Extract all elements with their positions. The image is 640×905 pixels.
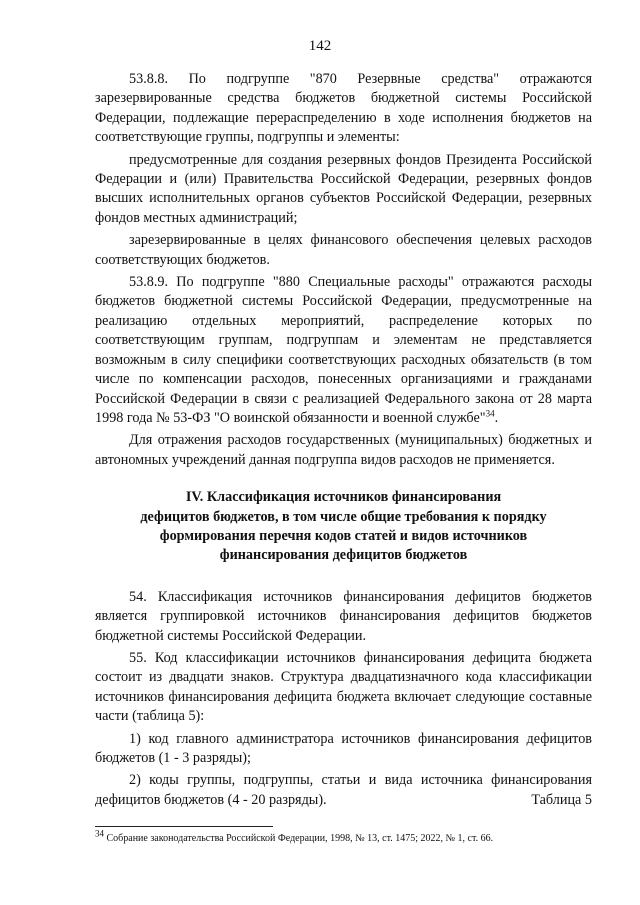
section-title [95, 488, 592, 566]
paragraph-55: 55. Код классификации источников финансирования дефицита бюджета состоит из двадцати знаков. Структура двадцатизначного кода классификации источников финансирования дефицита бюджета включает следующие составные части (таблица 5): [95, 649, 592, 725]
footnote-text: Собрание законодательства Российской Федерации, 1998, № 13, ст. 1475; 2022, № 1, ст. 66. [106, 833, 494, 844]
paragraph-reserve-funds: предусмотренные для создания резервных фондов Президента Российской Федерации и (или) Правительства Российской Федерации, резервных фондов высших исполнительных органов субъектов Российской Федерации, резервных фондов местных администраций; [95, 151, 592, 226]
paragraph-53-8-9-end: . [494, 409, 499, 426]
page-number: 142 [308, 38, 332, 54]
section-title-line: дефицитов бюджетов, в том числе общие требования к порядку [140, 508, 547, 525]
paragraph-53-8-9-text: 53.8.9. По подгруппе "880 Специальные расходы" отражаются расходы бюджетов бюджетной системы Российской Федерации, предусмотренные на реализацию отдельных мероприятий, распределение которых по соответствующим группам, подгруппам и элементам не представляется возможным в силу специфики соответствующих расходных обязательств (в том числе по компенсации расходов, понесенных организациями и гражданами Российской Федерации в связи с реализацией Федерального закона от 28 марта 1998 года № 53-ФЗ "О воинской обязанности и военной службе" [95, 274, 592, 426]
section-title-line: финансирования дефицитов бюджетов [219, 547, 468, 564]
paragraph-list-item-2: 2) коды группы, подгруппы, статьи и вида источника финансирования дефицитов бюджетов (4 - 20 разряды). [95, 772, 592, 808]
table-caption: Таблица 5 [531, 792, 592, 808]
footnote-reference: 34 [485, 408, 495, 419]
footnote-mark: 34 [95, 828, 104, 839]
footnote [95, 828, 595, 845]
paragraph-53-8-9 [95, 273, 592, 428]
paragraph-list-item-1: 1) код главного администратора источников финансирования дефицитов бюджетов (1 - 3 разряды); [95, 730, 592, 766]
paragraph-54: 54. Классификация источников финансирования дефицитов бюджетов является группировкой источников финансирования дефицитов бюджетов бюджетной системы Российской Федерации. [95, 588, 592, 644]
section-title-line: формирования перечня кодов статей и видов источников [159, 527, 528, 544]
section-title-line: IV. Классификация источников финансирования [185, 489, 502, 506]
paragraph-institutions-note: Для отражения расходов государственных (муниципальных) бюджетных и автономных учреждений данная подгруппа видов расходов не применяется. [95, 432, 592, 468]
page-content [95, 70, 592, 813]
footnote-divider [95, 826, 273, 827]
paragraph-reserved-targets: зарезервированные в целях финансового обеспечения целевых расходов соответствующих бюджетов. [95, 232, 592, 268]
paragraph-53-8-8: 53.8.8. По подгруппе "870 Резервные средства" отражаются зарезервированные средства бюджетов бюджетной системы Российской Федерации, подлежащие перераспределению в ходе исполнения бюджетов на соответствующие группы, подгруппы и элементы: [95, 71, 592, 146]
